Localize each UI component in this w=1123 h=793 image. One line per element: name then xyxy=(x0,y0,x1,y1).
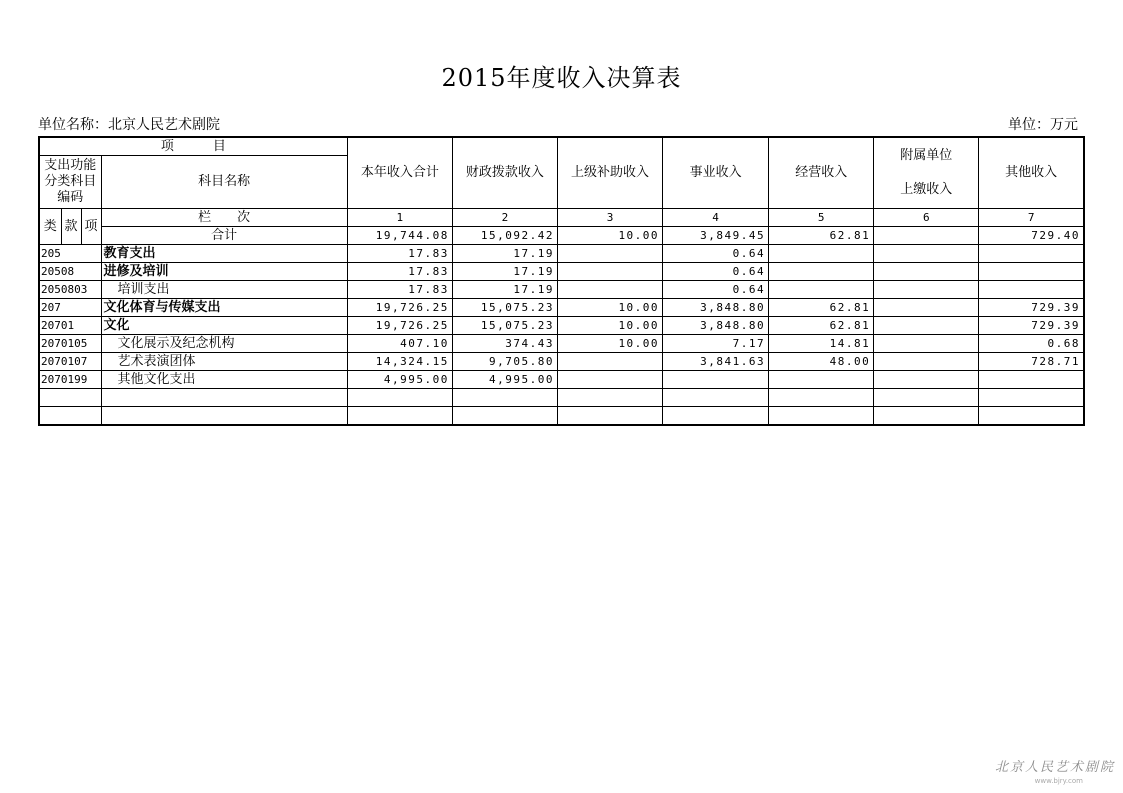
blank-cell xyxy=(769,407,874,426)
row-value-7: 0.68 xyxy=(979,335,1084,353)
func-code-header: 支出功能分类科目编码 xyxy=(39,156,101,209)
row-subject-name: 文化 xyxy=(101,317,347,335)
blank-cell xyxy=(874,407,979,426)
blank-cell xyxy=(39,407,101,426)
subject-name-header: 科目名称 xyxy=(101,156,347,209)
row-subject-name: 教育支出 xyxy=(101,245,347,263)
table-row xyxy=(39,353,1084,371)
income-report-table xyxy=(38,136,1085,426)
row-code: 207 xyxy=(39,299,101,317)
total-value-6 xyxy=(874,227,979,245)
row-value-3: 10.00 xyxy=(557,335,662,353)
row-value-4: 3,848.80 xyxy=(663,317,769,335)
blank-cell xyxy=(452,389,557,407)
row-value-6 xyxy=(874,281,979,299)
row-value-7 xyxy=(979,245,1084,263)
blank-cell xyxy=(557,407,662,426)
row-value-7 xyxy=(979,263,1084,281)
row-value-5 xyxy=(769,245,874,263)
header-row-4 xyxy=(39,209,1084,227)
row-value-1: 407.10 xyxy=(347,335,452,353)
row-code: 205 xyxy=(39,245,101,263)
row-value-5 xyxy=(769,371,874,389)
row-value-4: 0.64 xyxy=(663,245,769,263)
column-index-label: 栏 次 xyxy=(101,209,347,227)
row-value-2: 17.19 xyxy=(452,263,557,281)
row-code: 2070107 xyxy=(39,353,101,371)
col-header-4: 事业收入 xyxy=(663,137,769,209)
blank-cell xyxy=(663,407,769,426)
total-value-2: 15,092.42 xyxy=(452,227,557,245)
col-header-1: 本年收入合计 xyxy=(347,137,452,209)
row-value-6 xyxy=(874,299,979,317)
table-row xyxy=(39,245,1084,263)
row-value-3: 10.00 xyxy=(557,299,662,317)
row-code: 2070105 xyxy=(39,335,101,353)
row-value-5 xyxy=(769,263,874,281)
watermark-url: www.bjry.com xyxy=(1034,777,1083,785)
xiang-header: 项 xyxy=(81,209,101,245)
row-value-1: 14,324.15 xyxy=(347,353,452,371)
total-value-3: 10.00 xyxy=(557,227,662,245)
row-value-4: 3,841.63 xyxy=(663,353,769,371)
row-value-1: 17.83 xyxy=(347,281,452,299)
col-header-2: 财政拨款收入 xyxy=(452,137,557,209)
row-value-2: 4,995.00 xyxy=(452,371,557,389)
row-code: 2070199 xyxy=(39,371,101,389)
row-value-6 xyxy=(874,263,979,281)
row-value-3 xyxy=(557,353,662,371)
lei-header: 类 xyxy=(39,209,61,245)
unit-name-label: 单位名称：北京人民艺术剧院 xyxy=(38,117,220,133)
row-value-7 xyxy=(979,281,1084,299)
item-group-header: 项 目 xyxy=(39,137,347,156)
row-subject-name: 进修及培训 xyxy=(101,263,347,281)
row-value-1: 4,995.00 xyxy=(347,371,452,389)
total-label: 合计 xyxy=(101,227,347,245)
row-value-7: 729.39 xyxy=(979,299,1084,317)
col-num-2: 2 xyxy=(452,209,557,227)
row-value-5: 62.81 xyxy=(769,317,874,335)
row-value-6 xyxy=(874,317,979,335)
blank-cell xyxy=(663,389,769,407)
col-header-3: 上级补助收入 xyxy=(557,137,662,209)
row-value-1: 17.83 xyxy=(347,263,452,281)
row-value-2: 17.19 xyxy=(452,245,557,263)
row-value-5: 62.81 xyxy=(769,299,874,317)
total-row xyxy=(39,227,1084,245)
row-value-2: 374.43 xyxy=(452,335,557,353)
row-code: 20701 xyxy=(39,317,101,335)
blank-cell xyxy=(769,389,874,407)
blank-cell xyxy=(101,407,347,426)
total-value-7: 729.40 xyxy=(979,227,1084,245)
row-value-3 xyxy=(557,281,662,299)
header-row-1 xyxy=(39,137,1084,156)
page-title: 2015年度收入决算表 xyxy=(441,64,682,92)
row-code: 2050803 xyxy=(39,281,101,299)
row-value-3: 10.00 xyxy=(557,317,662,335)
theatre-logo-watermark: 北京人民艺术剧院 xyxy=(994,760,1115,775)
blank-cell xyxy=(101,389,347,407)
row-subject-name: 培训支出 xyxy=(101,281,347,299)
row-value-4 xyxy=(663,371,769,389)
total-value-4: 3,849.45 xyxy=(663,227,769,245)
table-row xyxy=(39,335,1084,353)
table-row xyxy=(39,371,1084,389)
row-value-4: 7.17 xyxy=(663,335,769,353)
blank-cell xyxy=(979,407,1084,426)
blank-cell xyxy=(557,389,662,407)
col-header-6-line2: 上缴收入 xyxy=(900,182,953,197)
row-value-5: 48.00 xyxy=(769,353,874,371)
row-value-4: 3,848.80 xyxy=(663,299,769,317)
row-value-5: 14.81 xyxy=(769,335,874,353)
row-value-4: 0.64 xyxy=(663,263,769,281)
row-value-6 xyxy=(874,245,979,263)
col-num-1: 1 xyxy=(347,209,452,227)
row-value-2: 9,705.80 xyxy=(452,353,557,371)
row-value-3 xyxy=(557,371,662,389)
blank-row xyxy=(39,389,1084,407)
col-num-5: 5 xyxy=(769,209,874,227)
total-value-1: 19,744.08 xyxy=(347,227,452,245)
col-num-6: 6 xyxy=(874,209,979,227)
row-subject-name: 其他文化支出 xyxy=(101,371,347,389)
row-subject-name: 文化体育与传媒支出 xyxy=(101,299,347,317)
blank-cell xyxy=(874,389,979,407)
blank-cell xyxy=(452,407,557,426)
blank-cell xyxy=(347,389,452,407)
total-value-5: 62.81 xyxy=(769,227,874,245)
row-value-3 xyxy=(557,245,662,263)
blank-cell xyxy=(979,389,1084,407)
blank-cell xyxy=(39,389,101,407)
row-code: 20508 xyxy=(39,263,101,281)
row-value-2: 15,075.23 xyxy=(452,299,557,317)
table-row xyxy=(39,317,1084,335)
row-value-1: 19,726.25 xyxy=(347,317,452,335)
col-header-6 xyxy=(874,137,979,209)
col-header-6-line1: 附属单位 xyxy=(900,148,953,163)
blank-cell xyxy=(347,407,452,426)
col-header-5: 经营收入 xyxy=(769,137,874,209)
row-value-3 xyxy=(557,263,662,281)
col-num-3: 3 xyxy=(557,209,662,227)
row-value-7: 728.71 xyxy=(979,353,1084,371)
table-row xyxy=(39,263,1084,281)
row-value-6 xyxy=(874,335,979,353)
col-num-4: 4 xyxy=(663,209,769,227)
table-row xyxy=(39,299,1084,317)
row-value-4: 0.64 xyxy=(663,281,769,299)
col-num-7: 7 xyxy=(979,209,1084,227)
row-value-1: 19,726.25 xyxy=(347,299,452,317)
row-value-2: 17.19 xyxy=(452,281,557,299)
row-subject-name: 文化展示及纪念机构 xyxy=(101,335,347,353)
row-value-2: 15,075.23 xyxy=(452,317,557,335)
kuan-header: 款 xyxy=(61,209,81,245)
row-value-1: 17.83 xyxy=(347,245,452,263)
row-value-6 xyxy=(874,371,979,389)
currency-unit-label: 单位：万元 xyxy=(1008,117,1078,133)
row-value-7 xyxy=(979,371,1084,389)
blank-row xyxy=(39,407,1084,426)
row-subject-name: 艺术表演团体 xyxy=(101,353,347,371)
row-value-6 xyxy=(874,353,979,371)
row-value-7: 729.39 xyxy=(979,317,1084,335)
row-value-5 xyxy=(769,281,874,299)
table-row xyxy=(39,281,1084,299)
col-header-7: 其他收入 xyxy=(979,137,1084,209)
